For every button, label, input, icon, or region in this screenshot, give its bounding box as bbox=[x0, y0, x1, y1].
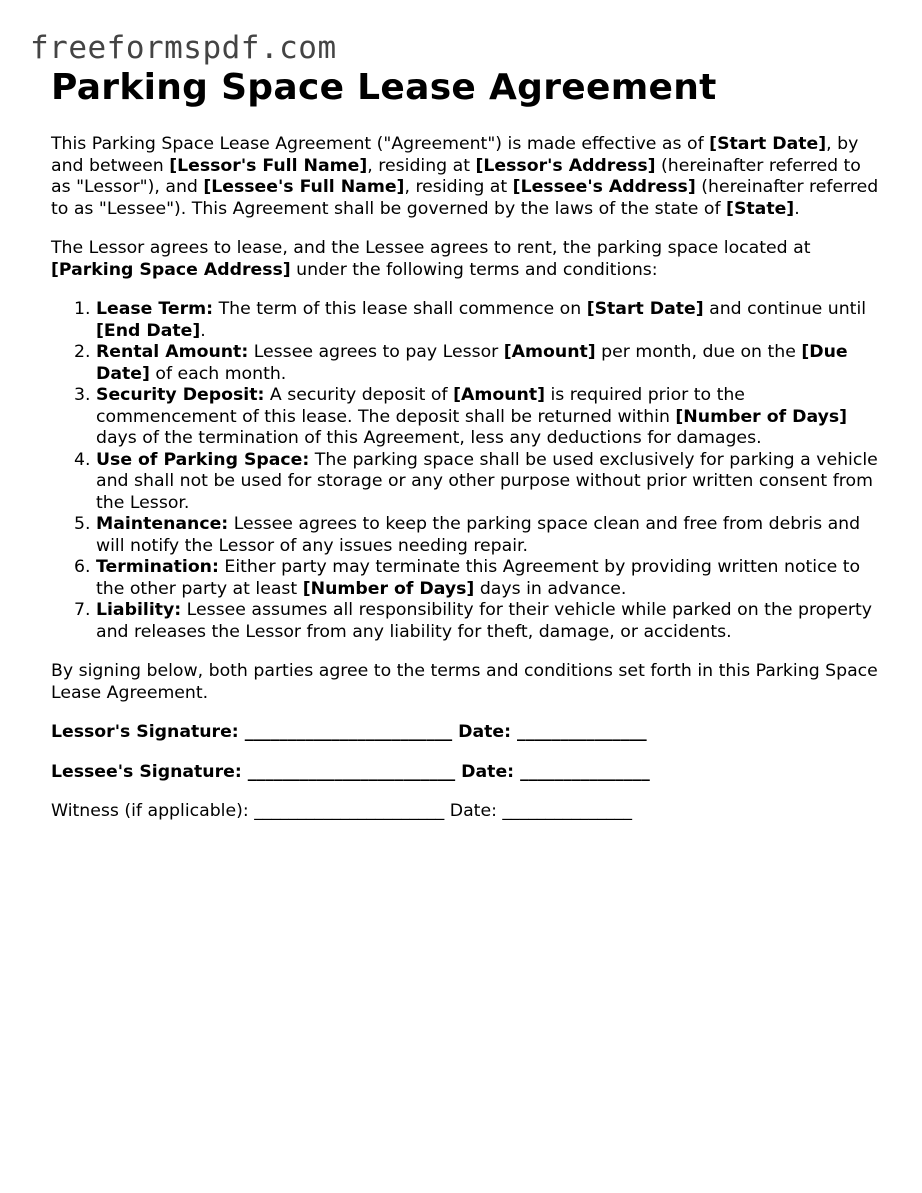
end-date-placeholder: [End Date] bbox=[96, 320, 201, 341]
term-text: Either party may terminate this Agreement by providing written notice to the other party at least bbox=[96, 557, 861, 599]
term-label: Rental Amount: bbox=[96, 342, 249, 362]
term-text: Lessee agrees to keep the parking space clean and free from debris and will notify the Lessor of any issues needing repair. bbox=[96, 514, 861, 556]
lessor-name-placeholder: [Lessor's Full Name] bbox=[169, 155, 368, 176]
document-title: Parking Space Lease Agreement bbox=[51, 67, 717, 108]
term-item-rental-amount bbox=[96, 342, 881, 385]
closing-paragraph: By signing below, both parties agree to the terms and conditions set forth in this Parking Space Lease Agreement. bbox=[51, 661, 878, 703]
lessee-signature-label: Lessee's Signature: bbox=[51, 761, 248, 782]
witness-signature-row bbox=[51, 801, 881, 823]
parking-address-placeholder: [Parking Space Address] bbox=[51, 259, 291, 280]
lead-text: The Lessor agrees to lease, and the Lessee agrees to rent, the parking space located at bbox=[51, 238, 811, 258]
terms-list bbox=[51, 299, 881, 643]
term-text: days of the termination of this Agreement, less any deductions for damages. bbox=[96, 428, 762, 448]
state-placeholder: [State] bbox=[726, 198, 795, 219]
lessor-signature-line: ________________________ bbox=[244, 722, 453, 742]
term-text: per month, due on the bbox=[595, 342, 802, 362]
lessee-signature-line: ________________________ bbox=[247, 761, 456, 782]
watermark-text: freeformspdf.com bbox=[30, 30, 337, 66]
term-label: Termination: bbox=[96, 557, 219, 577]
term-label: Security Deposit: bbox=[96, 385, 265, 405]
intro-text: . bbox=[794, 198, 800, 219]
term-text: and continue until bbox=[703, 299, 867, 319]
witness-signature-label: Witness (if applicable): bbox=[51, 801, 255, 821]
start-date-placeholder: [Start Date] bbox=[709, 134, 827, 154]
term-text: A security deposit of bbox=[264, 385, 454, 405]
term-label: Lease Term: bbox=[96, 299, 214, 319]
term-item-lease-term bbox=[96, 299, 881, 342]
witness-date-label: Date: bbox=[444, 801, 503, 821]
term-text: Lessee agrees to pay Lessor bbox=[248, 342, 504, 362]
amount-placeholder: [Amount] bbox=[503, 342, 596, 362]
term-text: is required prior to the commencement of this lease. The deposit shall be returned within bbox=[96, 385, 745, 427]
lessee-name-placeholder: [Lessee's Full Name] bbox=[203, 177, 405, 197]
intro-text: , residing at bbox=[367, 155, 476, 176]
term-item-security-deposit bbox=[96, 385, 881, 450]
lessor-signature-row bbox=[51, 722, 881, 744]
number-of-days-placeholder: [Number of Days] bbox=[675, 406, 848, 427]
term-text: . bbox=[200, 320, 206, 341]
lessor-date-label: Date: bbox=[452, 722, 518, 742]
term-item-maintenance bbox=[96, 514, 881, 557]
term-item-liability bbox=[96, 600, 881, 643]
term-item-termination bbox=[96, 557, 881, 600]
lead-text: under the following terms and conditions: bbox=[290, 259, 658, 280]
due-date-placeholder: [Due Date] bbox=[96, 342, 848, 384]
intro-paragraph bbox=[51, 134, 881, 220]
term-text: Lessee assumes all responsibility for their vehicle while parked on the property and releases the Lessor from any liability for theft, damage, or accidents. bbox=[96, 600, 872, 642]
term-text: The term of this lease shall commence on bbox=[213, 299, 587, 319]
term-label: Liability: bbox=[96, 600, 182, 620]
document-page bbox=[51, 66, 881, 823]
lessee-signature-row bbox=[51, 762, 881, 784]
term-label: Use of Parking Space: bbox=[96, 449, 310, 470]
witness-signature-line: ______________________ bbox=[254, 801, 445, 821]
intro-text: , residing at bbox=[404, 177, 513, 197]
start-date-placeholder: [Start Date] bbox=[586, 299, 704, 319]
intro-text: (hereinafter referred to as "Lessor"), and bbox=[51, 155, 861, 197]
lessee-date-label: Date: bbox=[455, 761, 521, 782]
lessee-date-line: _______________ bbox=[520, 761, 650, 782]
amount-placeholder: [Amount] bbox=[453, 385, 545, 405]
number-of-days-placeholder: [Number of Days] bbox=[302, 578, 475, 599]
term-text: days in advance. bbox=[474, 578, 627, 599]
lessee-address-placeholder: [Lessee's Address] bbox=[512, 177, 696, 197]
term-label: Maintenance: bbox=[96, 514, 229, 534]
term-item-use-of-space bbox=[96, 450, 881, 515]
lessor-address-placeholder: [Lessor's Address] bbox=[475, 155, 656, 176]
witness-date-line: _______________ bbox=[502, 801, 633, 821]
intro-text: This Parking Space Lease Agreement ("Agreement") is made effective as of bbox=[51, 134, 710, 154]
term-text: The parking space shall be used exclusively for parking a vehicle and shall not be used for storage or any other purpose without prior written consent from the Lessor. bbox=[96, 449, 878, 513]
lead-paragraph bbox=[51, 238, 881, 281]
intro-text: (hereinafter referred to as "Lessee"). This Agreement shall be governed by the laws of the state of bbox=[51, 177, 879, 219]
lessor-signature-label: Lessor's Signature: bbox=[51, 722, 245, 742]
lessor-date-line: _______________ bbox=[517, 722, 647, 742]
intro-text: , by and between bbox=[51, 134, 859, 176]
term-text: of each month. bbox=[149, 363, 287, 384]
